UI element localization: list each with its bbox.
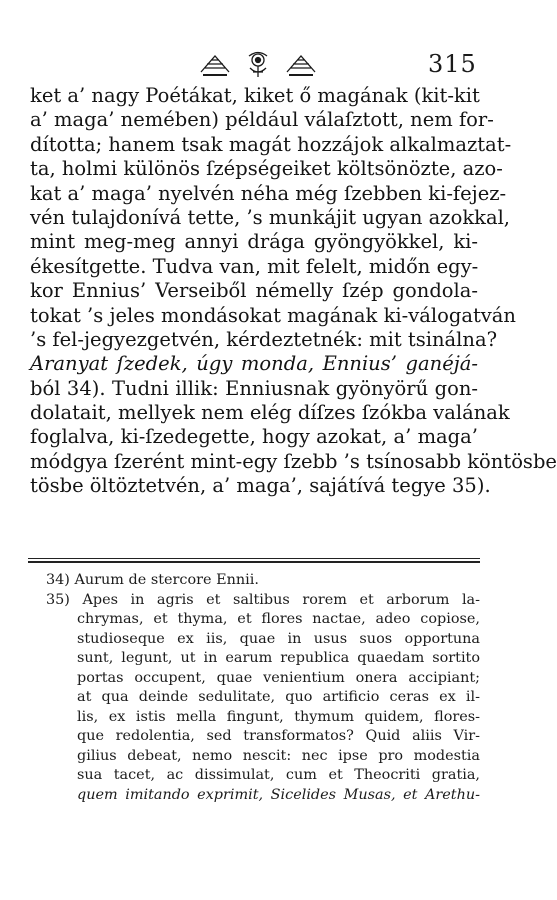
footnotes-block — [46, 571, 480, 805]
page-header — [0, 44, 502, 84]
text-line: ’s fel-jegyezgetvén, kérdeztetnék: mit tsinálna? — [30, 327, 498, 351]
text-line: Aranyat ſzedek, úgy monda, Ennius’ ganéjá- — [30, 352, 478, 376]
footnote-divider — [28, 558, 480, 564]
text-line: ékesítgette. Tudva van, mit felelt, midőn egy- — [30, 254, 479, 278]
text-line: tösbe öltöztetvén, a’ maga’, sajátívá tegye 35). — [30, 474, 491, 498]
main-text-block — [30, 84, 557, 499]
footnote-line: 34) Aurum de stercore Ennii. — [46, 572, 259, 588]
footnote-line: portas occupent, quae venientium onera accipiant; — [77, 669, 480, 686]
footnote-line: chrymas, et thyma, et flores nactae, adeo copiose, — [77, 611, 480, 627]
footnote-line: gilius debeat, nemo nescit: nec ipse pro modestia — [77, 747, 480, 764]
text-line: mint meg-meg annyi drága gyöngyökkel, ki- — [30, 230, 478, 254]
footnote-line: sunt, legunt, ut in earum republica quaedam sortito — [77, 650, 480, 666]
page-number: 315 — [428, 50, 477, 78]
text-line: kat a’ maga’ nyelvén néha még ſzebben ki-fejez- — [30, 181, 507, 205]
text-line: foglalva, ki-ſzedegette, hogy azokat, a’ maga’ — [30, 425, 478, 449]
text-line: vén tulajdonívá tette, ’s munkájit ugyan azokkal, — [30, 205, 511, 229]
text-line: ket a’ nagy Poétákat, kiket ő magának (kit-kit — [30, 84, 480, 107]
footnote-line: lis, ex istis mella fingunt, thymum quidem, flores- — [77, 708, 480, 725]
footnote-line: quem imitando exprimit, Sicelides Musas, et Arethu- — [77, 786, 480, 803]
footnote-line: at qua deinde sedulitate, quo artificio ceras ex il- — [77, 689, 480, 705]
footnote-line: 35) Apes in agris et saltibus rorem et arborum la- — [46, 591, 480, 608]
text-line: dította; hanem tsak magát hozzájok alkalmaztat- — [30, 132, 512, 156]
footnote-line: studioseque ex iis, quae in usus suos opportuna — [77, 630, 480, 647]
text-line: dolatait, mellyek nem elég díſzes ſzókba valának — [30, 401, 510, 425]
footnote-line: sua tacet, ac dissimulat, cum et Theocriti gratia, — [77, 767, 480, 783]
text-line: a’ maga’ nemében) például válaſztott, nem for- — [30, 108, 494, 132]
text-line: ból 34). Tudni illik: Enniusnak gyönyörű gon- — [30, 376, 478, 400]
text-line: kor Ennius’ Verseiből némelly ſzép gondola- — [30, 279, 478, 303]
text-line: módgya ſzerént mint-egy ſzebb ’s tsínosabb köntösbe — [30, 449, 557, 473]
printers-ornament-icon — [193, 48, 323, 78]
footnote-line: que redolentia, sed transformatos? Quid aliis Vir- — [77, 728, 480, 744]
text-line: ta, holmi különös ſzépségeiket költsönözte, azo- — [30, 157, 503, 181]
text-line: tokat ’s jeles mondásokat magának ki-válogatván — [30, 303, 516, 327]
